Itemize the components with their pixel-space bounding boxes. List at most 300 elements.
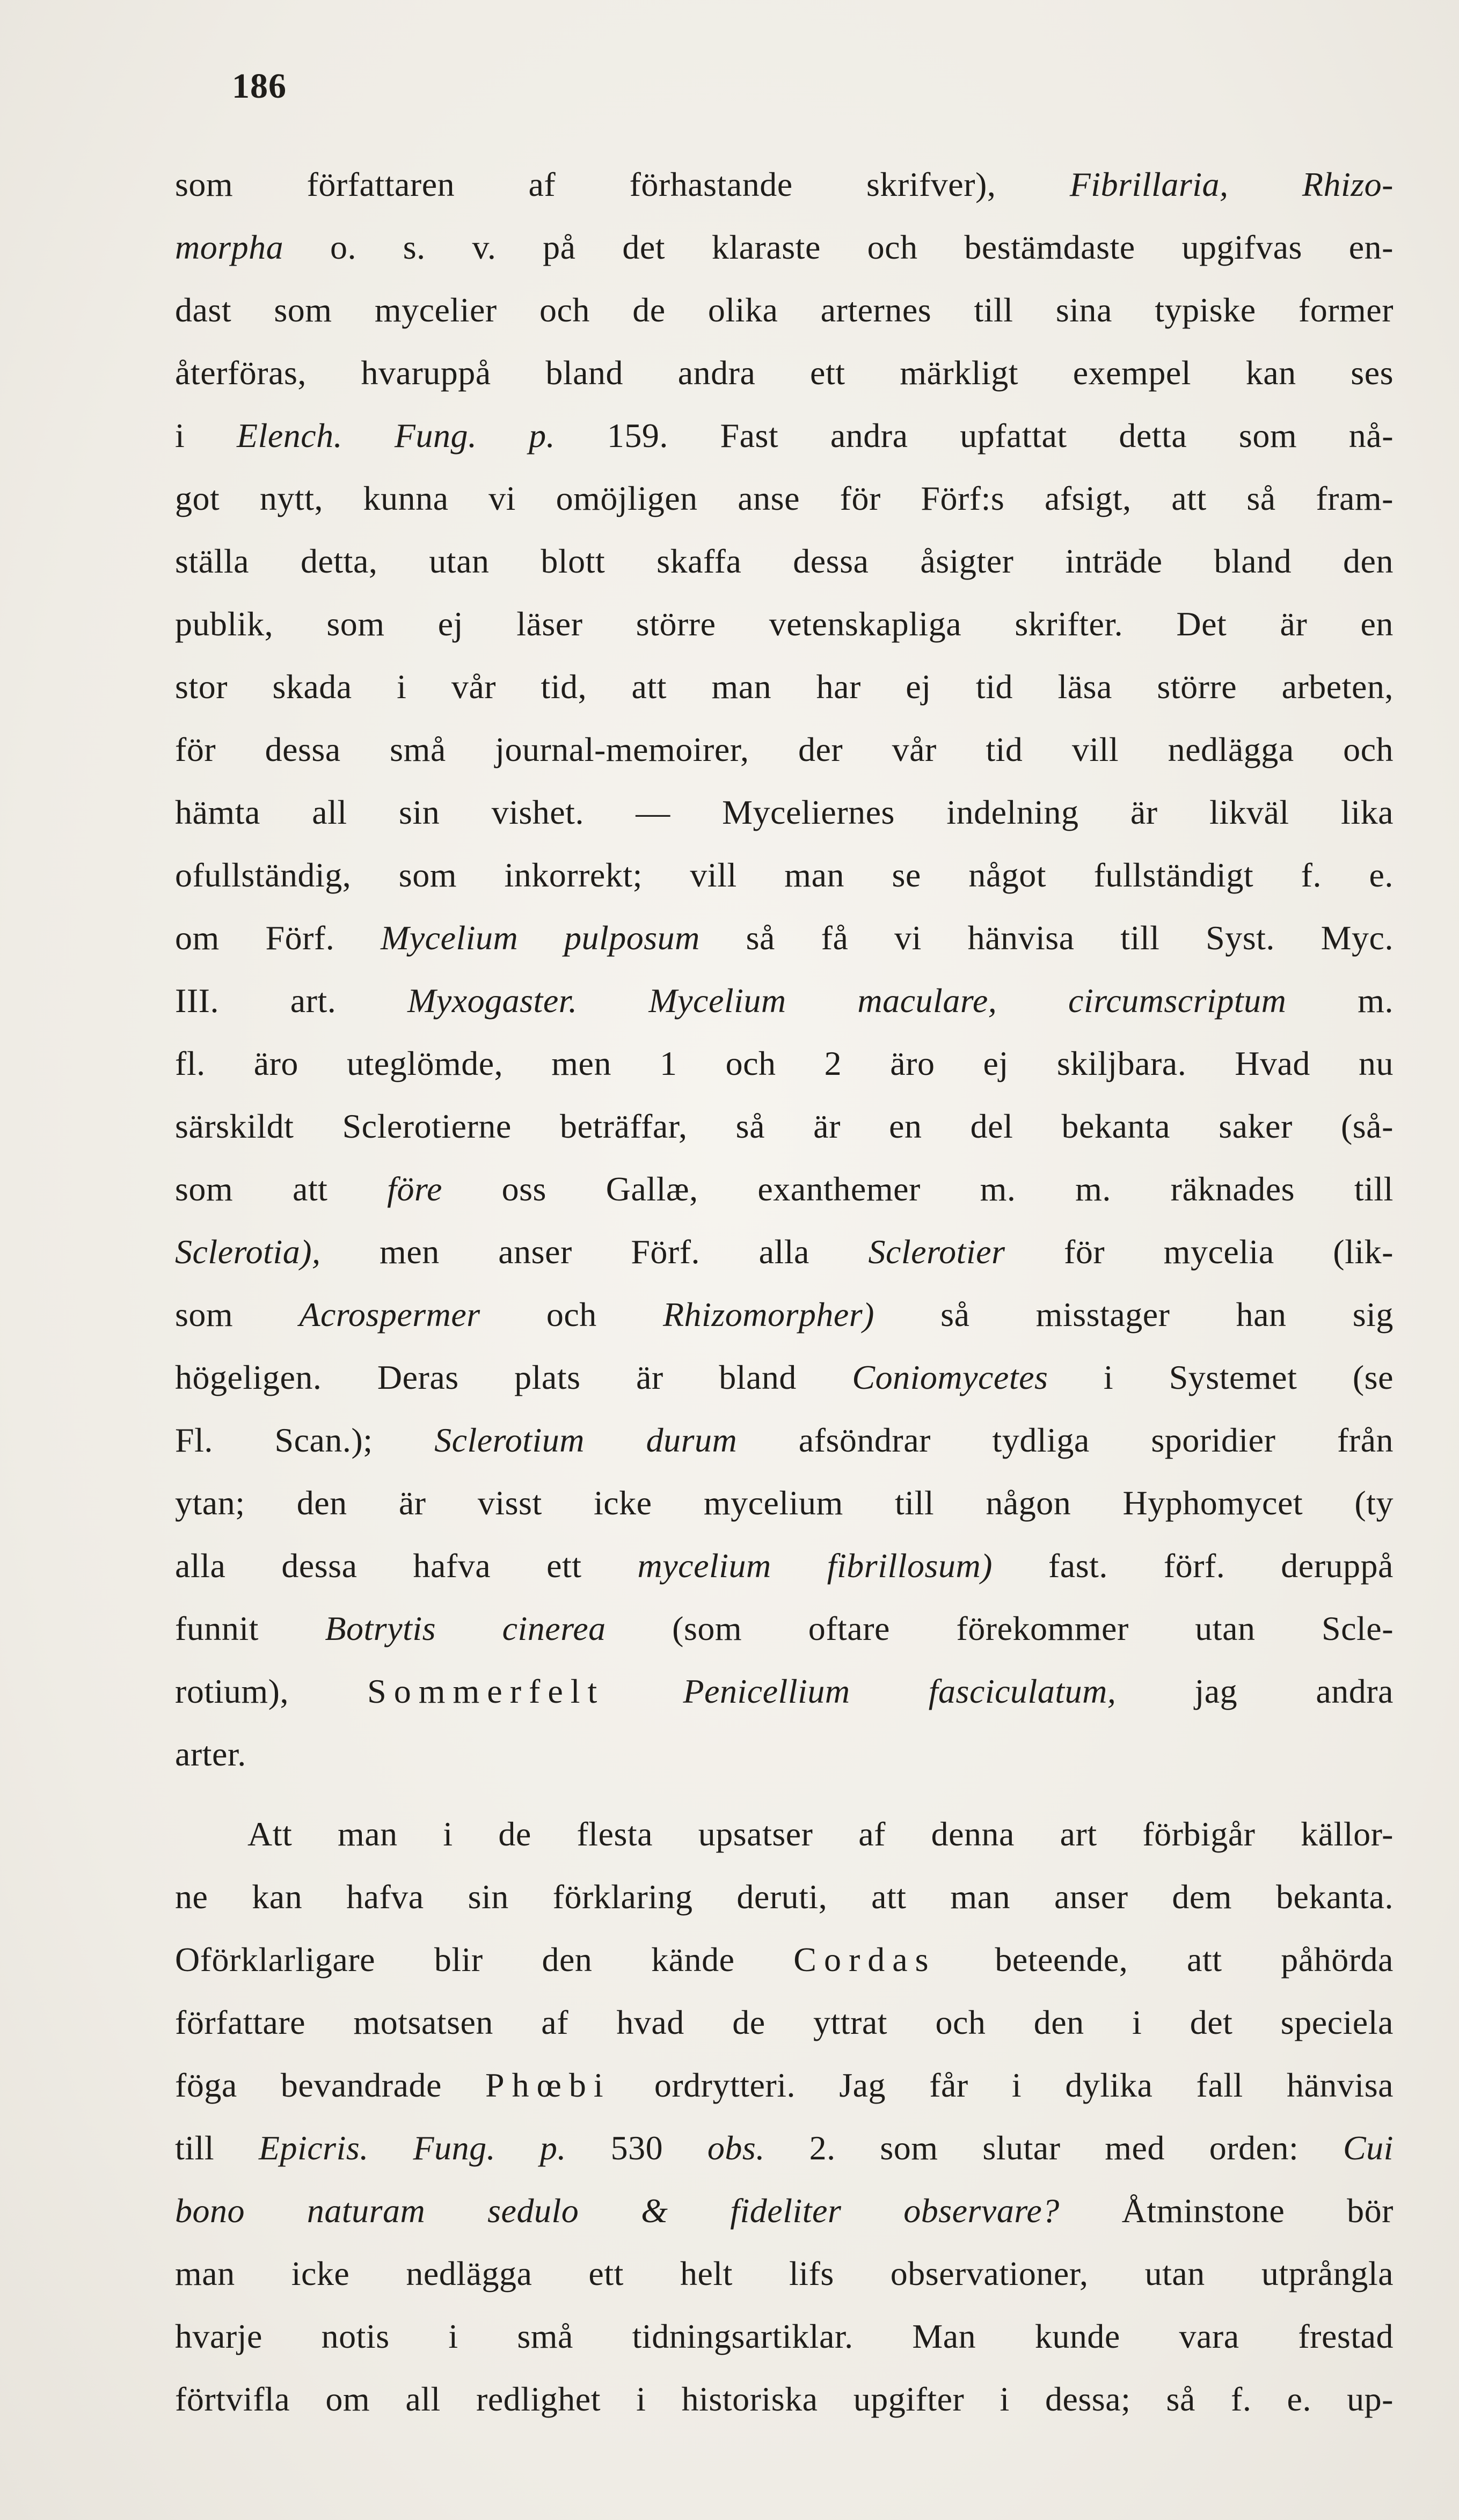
word: man — [950, 1878, 1011, 1916]
word: flesta — [577, 1815, 653, 1853]
word: Fl. — [175, 1421, 213, 1459]
word: f. — [1301, 856, 1322, 894]
word: till — [974, 291, 1013, 329]
word: m. — [1358, 981, 1394, 1020]
word: (lik- — [1333, 1233, 1394, 1271]
word: större — [1157, 668, 1237, 706]
word: läser — [516, 605, 583, 643]
word: som — [880, 2129, 938, 2167]
word: ej — [906, 668, 931, 706]
word: att — [1187, 1940, 1222, 1979]
word: från — [1337, 1421, 1394, 1459]
word: andra — [830, 416, 908, 455]
word: art — [1060, 1815, 1097, 1853]
word: i — [448, 2317, 458, 2355]
word: i — [1000, 2380, 1010, 2418]
word: bland — [545, 354, 624, 392]
word: Fast — [720, 416, 779, 455]
word: Phœbi — [485, 2066, 611, 2104]
word: som — [1238, 416, 1297, 455]
word: hvad — [616, 2003, 684, 2041]
word: upgifvas — [1181, 228, 1302, 266]
word: den — [296, 1484, 347, 1522]
word: all — [312, 793, 347, 831]
word: pulposum — [564, 919, 700, 957]
word: Fung. — [394, 416, 477, 455]
word: plats — [514, 1358, 581, 1396]
word: icke — [593, 1484, 652, 1522]
word: mycelier — [374, 291, 497, 329]
word: anser — [498, 1233, 572, 1271]
word: Systemet — [1169, 1358, 1297, 1396]
word: dessa — [281, 1547, 358, 1585]
word: morpha — [175, 228, 284, 266]
word: sin — [468, 1878, 509, 1916]
word: andra — [677, 354, 756, 392]
word: Epicris. — [258, 2129, 369, 2167]
word: förbigår — [1142, 1815, 1256, 1853]
word: o. — [330, 228, 356, 266]
text-line — [175, 1991, 1394, 2054]
word: 2. — [809, 2129, 836, 2167]
word: är — [636, 1358, 663, 1396]
word: up- — [1347, 2380, 1394, 2418]
word: yttrat — [813, 2003, 888, 2041]
word: Man — [912, 2317, 976, 2355]
word: lifs — [789, 2254, 834, 2292]
word: förklaring — [552, 1878, 693, 1916]
word: Cordas — [793, 1940, 936, 1979]
text-line — [175, 1723, 1394, 1785]
word: 530 — [610, 2129, 663, 2167]
word: det — [1190, 2003, 1233, 2041]
text-line — [175, 718, 1394, 781]
word: anser — [1054, 1878, 1128, 1916]
word: lika — [1341, 793, 1394, 831]
word: Sclerotium — [434, 1421, 585, 1459]
word: got — [175, 479, 220, 517]
text-line — [175, 2054, 1394, 2116]
word: den — [542, 1940, 593, 1979]
word: som — [175, 1170, 234, 1208]
word: för — [1064, 1233, 1105, 1271]
word: författaren — [307, 165, 455, 203]
word: som — [326, 605, 385, 643]
word: högeligen. — [175, 1358, 322, 1396]
word: ej — [437, 605, 463, 643]
word: fall — [1196, 2066, 1243, 2104]
text-line — [175, 2368, 1394, 2430]
word: Cui — [1343, 2129, 1394, 2167]
word: hvaruppå — [361, 354, 491, 392]
word: för — [175, 730, 216, 768]
word: så — [1166, 2380, 1195, 2418]
word: vår — [451, 668, 497, 706]
word: v. — [472, 228, 497, 266]
word: fideliter — [730, 2192, 842, 2230]
text-line — [175, 279, 1394, 341]
word: författare — [175, 2003, 306, 2041]
word: ofullständig, — [175, 856, 352, 894]
word: bono — [175, 2192, 245, 2230]
word: bör — [1347, 2192, 1394, 2230]
word: Gallæ, — [606, 1170, 698, 1208]
word: Sommerfelt — [367, 1672, 605, 1710]
word: skiljbara. — [1056, 1044, 1187, 1082]
word: något — [968, 856, 1047, 894]
word: & — [641, 2192, 668, 2230]
word: fullständigt — [1093, 856, 1254, 894]
word: en — [889, 1107, 922, 1145]
word: af — [541, 2003, 568, 2041]
word: före — [387, 1170, 442, 1208]
text-line — [175, 1803, 1394, 1865]
word: kände — [651, 1940, 735, 1979]
word: Myxogaster. — [407, 981, 578, 1020]
text-line — [175, 1928, 1394, 1991]
word: likväl — [1209, 793, 1289, 831]
word: ses — [1351, 354, 1394, 392]
word: som — [398, 856, 457, 894]
word: funnit — [175, 1609, 259, 1647]
word: se — [892, 856, 921, 894]
word: deruppå — [1281, 1547, 1394, 1585]
word: kan — [1245, 354, 1296, 392]
word: (ty — [1354, 1484, 1394, 1522]
text-line — [175, 969, 1394, 1032]
word: Fibrillaria, — [1069, 165, 1229, 203]
word: föga — [175, 2066, 237, 2104]
word: som — [175, 165, 234, 203]
text-line — [175, 781, 1394, 844]
word: räknades — [1170, 1170, 1295, 1208]
word: utan — [1195, 1609, 1256, 1647]
word: slutar — [982, 2129, 1061, 2167]
word: de — [732, 2003, 765, 2041]
word: man — [337, 1815, 398, 1853]
word: circumscriptum — [1068, 981, 1287, 1020]
word: arternes — [820, 291, 932, 329]
word: skaffa — [656, 542, 742, 580]
word: man — [784, 856, 844, 894]
word: ett — [588, 2254, 624, 2292]
word: men — [551, 1044, 611, 1082]
word: bland — [1214, 542, 1292, 580]
word: och — [935, 2003, 986, 2041]
word: Syst. — [1206, 919, 1275, 957]
word: detta, — [300, 542, 378, 580]
text-line — [175, 467, 1394, 530]
word: i — [175, 416, 185, 455]
word: typiske — [1155, 291, 1256, 329]
word: Elench. — [236, 416, 343, 455]
word: i — [1132, 2003, 1142, 2041]
word: så — [940, 1295, 970, 1334]
word: man — [711, 668, 772, 706]
word: hafva — [413, 1547, 491, 1585]
word: e. — [1369, 856, 1394, 894]
word: f. — [1231, 2380, 1252, 2418]
word: Åtminstone — [1121, 2192, 1285, 2230]
word: mycelia — [1163, 1233, 1274, 1271]
word: den — [1033, 2003, 1084, 2041]
word: af — [858, 1815, 886, 1853]
word: kunna — [363, 479, 449, 517]
word: Rhizomorpher) — [662, 1295, 874, 1334]
word: förtvifla — [175, 2380, 290, 2418]
word: är — [398, 1484, 426, 1522]
word: får — [929, 2066, 968, 2104]
word: Sclerotier — [868, 1233, 1005, 1271]
word: maculare, — [857, 981, 997, 1020]
word: denna — [931, 1815, 1015, 1853]
word: nytt, — [259, 479, 323, 517]
word: så — [746, 919, 775, 957]
word: och — [725, 1044, 776, 1082]
word: har — [816, 668, 861, 706]
word: bestämdaste — [964, 228, 1135, 266]
word: indelning — [946, 793, 1079, 831]
word: p. — [529, 416, 556, 455]
text-line — [175, 1409, 1394, 1471]
word: tidningsartiklar. — [632, 2317, 853, 2355]
word: alla — [175, 1547, 226, 1585]
word: med — [1105, 2129, 1165, 2167]
word: kunde — [1034, 2317, 1120, 2355]
word: upfattat — [960, 416, 1067, 455]
word: publik, — [175, 605, 274, 643]
word: återföras, — [175, 354, 307, 392]
word: p. — [539, 2129, 566, 2167]
word: misstager — [1035, 1295, 1170, 1334]
word: orden: — [1209, 2129, 1299, 2167]
word: dast — [175, 291, 232, 329]
word: afsöndrar — [798, 1421, 931, 1459]
word: påhörda — [1281, 1940, 1394, 1979]
word: nå- — [1348, 416, 1394, 455]
word: om — [325, 2380, 370, 2418]
text-line — [175, 1158, 1394, 1220]
word: — — [636, 793, 670, 831]
word: visst — [477, 1484, 542, 1522]
word: Mycelium — [648, 981, 786, 1020]
text-line — [175, 1032, 1394, 1095]
word: m. — [980, 1170, 1016, 1208]
word: på — [543, 228, 576, 266]
word: upgifter — [853, 2380, 965, 2418]
word: Botrytis — [325, 1609, 436, 1647]
word: få — [821, 919, 849, 957]
word: inkorrekt; — [504, 856, 643, 894]
word: alla — [758, 1233, 809, 1271]
word: nedlägga — [1168, 730, 1294, 768]
word: 2 — [824, 1044, 842, 1082]
text-line — [175, 2305, 1394, 2368]
word: tid, — [541, 668, 587, 706]
word: är — [1280, 605, 1308, 643]
word: Förf:s — [921, 479, 1005, 517]
word: vetenskapliga — [769, 605, 962, 643]
word: blir — [434, 1940, 483, 1979]
word: skrifver), — [866, 165, 996, 203]
word: mycelium — [703, 1484, 843, 1522]
word: s. — [403, 228, 426, 266]
word: sig — [1352, 1295, 1394, 1334]
word: ett — [546, 1547, 582, 1585]
word: oftare — [808, 1609, 890, 1647]
word: att — [871, 1878, 907, 1916]
word: rotium), — [175, 1672, 289, 1710]
word: exanthemer — [757, 1170, 921, 1208]
word: sin — [399, 793, 440, 831]
text-line — [175, 1865, 1394, 1928]
word: dessa — [793, 542, 869, 580]
word: durum — [646, 1421, 738, 1459]
word: beträffar, — [559, 1107, 688, 1145]
word: tid — [975, 668, 1013, 706]
word: Scan.); — [274, 1421, 373, 1459]
text-line — [175, 216, 1394, 279]
word: af — [528, 165, 556, 203]
word: små — [517, 2317, 573, 2355]
text-line — [175, 2116, 1394, 2179]
word: det — [622, 228, 666, 266]
word: hämta — [175, 793, 260, 831]
body-text — [175, 153, 1394, 2430]
word: 159. — [607, 416, 668, 455]
word: i — [443, 1815, 453, 1853]
word: Hvad — [1235, 1044, 1310, 1082]
word: de — [632, 291, 666, 329]
word: (som — [672, 1609, 742, 1647]
word: observationer, — [890, 2254, 1089, 2292]
word: Penicellium — [683, 1672, 850, 1710]
word: bevandrade — [280, 2066, 442, 2104]
word: till — [1120, 919, 1160, 957]
word: dessa — [265, 730, 341, 768]
word: former — [1298, 291, 1394, 329]
word: hänvisa — [967, 919, 1075, 957]
word: all — [405, 2380, 441, 2418]
page-number: 186 — [232, 67, 287, 106]
word: läsa — [1057, 668, 1112, 706]
word: Myc. — [1321, 919, 1394, 957]
word: dessa; — [1045, 2380, 1131, 2418]
word: Hyphomycet — [1122, 1484, 1303, 1522]
word: äro — [890, 1044, 935, 1082]
word: Det — [1176, 605, 1227, 643]
word: redlighet — [476, 2380, 601, 2418]
word: att — [631, 668, 667, 706]
word: fast. — [1048, 1547, 1108, 1585]
word: bland — [719, 1358, 797, 1396]
word: inträde — [1065, 542, 1163, 580]
text-line — [175, 906, 1394, 969]
word: klaraste — [711, 228, 821, 266]
word: till — [1354, 1170, 1394, 1208]
text-line — [175, 592, 1394, 655]
word: hvarje — [175, 2317, 262, 2355]
word: vill — [1071, 730, 1119, 768]
word: han — [1236, 1295, 1287, 1334]
word: är — [813, 1107, 841, 1145]
word: historiska — [681, 2380, 818, 2418]
word: till — [895, 1484, 935, 1522]
word: Förf. — [631, 1233, 701, 1271]
word: naturam — [307, 2192, 426, 2230]
word: är — [1130, 793, 1158, 831]
word: kan — [252, 1878, 303, 1916]
word: Deras — [377, 1358, 459, 1396]
word: exempel — [1073, 354, 1191, 392]
word: som — [274, 291, 332, 329]
word: Oförklarligare — [175, 1940, 376, 1979]
text-line — [175, 1471, 1394, 1534]
word: Rhizo- — [1302, 165, 1394, 203]
text-line — [175, 1095, 1394, 1158]
word: deruti, — [736, 1878, 828, 1916]
word: III. — [175, 981, 219, 1020]
word: olika — [707, 291, 778, 329]
word: vishet. — [491, 793, 584, 831]
word: sina — [1055, 291, 1112, 329]
word: Myceliernes — [722, 793, 895, 831]
word: tid — [986, 730, 1023, 768]
word: märkligt — [900, 354, 1019, 392]
word: sedulo — [487, 2192, 579, 2230]
word: förekommer — [956, 1609, 1129, 1647]
word: Mycelium — [380, 919, 519, 957]
word: bekanta — [1061, 1107, 1171, 1145]
word: utan — [1144, 2254, 1205, 2292]
word: Fung. — [413, 2129, 496, 2167]
word: fl. — [175, 1044, 206, 1082]
text-line — [175, 1534, 1394, 1597]
word: och — [1343, 730, 1394, 768]
word: skada — [272, 668, 352, 706]
word: arbeten, — [1281, 668, 1394, 706]
word: tydliga — [992, 1421, 1090, 1459]
word: obs. — [707, 2129, 765, 2167]
word: förhastande — [629, 165, 793, 203]
word: ytan; — [175, 1484, 245, 1522]
word: omöjligen — [556, 479, 698, 517]
paragraph-gap — [175, 1785, 1394, 1803]
word: att — [1171, 479, 1207, 517]
word: om — [175, 919, 220, 957]
word: stor — [175, 668, 228, 706]
word: nu — [1359, 1044, 1394, 1082]
word: beteende, — [995, 1940, 1128, 1979]
text-line — [175, 1220, 1394, 1283]
word: i — [1011, 2066, 1022, 2104]
word: detta — [1119, 416, 1187, 455]
text-line — [175, 530, 1394, 592]
word: uteglömde, — [347, 1044, 504, 1082]
word: och — [867, 228, 918, 266]
word: utprångla — [1261, 2254, 1394, 2292]
word: upsatser — [698, 1815, 813, 1853]
word: små — [390, 730, 446, 768]
word: Att — [247, 1815, 293, 1853]
word: hafva — [346, 1878, 424, 1916]
word: och — [539, 291, 590, 329]
text-line — [175, 1660, 1394, 1723]
text-line — [175, 2242, 1394, 2305]
word: källor- — [1301, 1815, 1394, 1853]
word: utan — [429, 542, 490, 580]
word: dem — [1172, 1878, 1232, 1916]
